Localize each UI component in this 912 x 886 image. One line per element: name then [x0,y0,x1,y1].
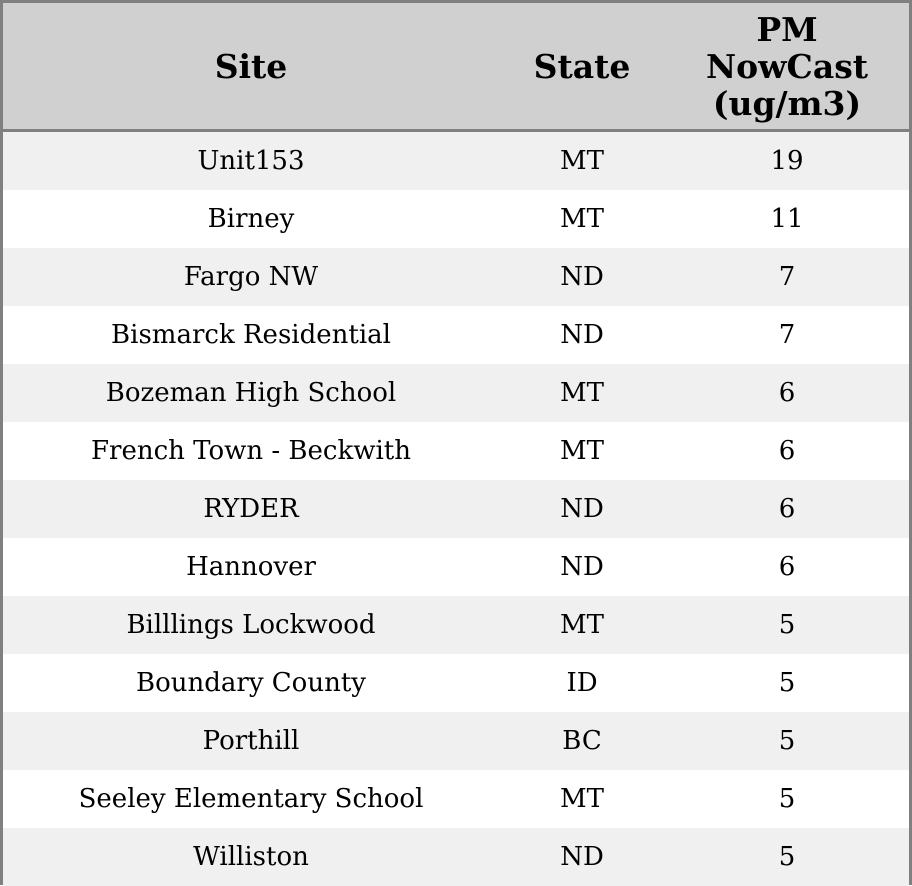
cell-state: ND [560,262,604,292]
table-row [3,248,909,306]
cell-site: Unit153 [197,146,305,176]
header-pm-nowcast [665,3,909,129]
cell-site: Seeley Elementary School [78,784,424,814]
cell-state: ND [560,842,604,872]
cell-state: MT [560,204,604,234]
cell-site: Fargo NW [183,262,319,292]
cell-state: MT [560,784,604,814]
cell-pm-nowcast: 5 [778,784,796,814]
table-row [3,306,909,364]
cell-pm-nowcast: 5 [778,842,796,872]
cell-site: Williston [193,842,309,872]
cell-state: ND [560,552,604,582]
table-body [3,132,909,885]
table-row [3,770,909,828]
header-site-label: Site [214,46,288,86]
cell-pm-nowcast: 6 [778,436,796,466]
cell-pm-nowcast: 5 [778,610,796,640]
cell-site: Bozeman High School [105,378,397,408]
cell-state: ND [560,320,604,350]
header-site [3,3,499,129]
cell-pm-nowcast: 5 [778,668,796,698]
cell-site: Porthill [202,726,300,756]
cell-site: Billlings Lockwood [126,610,376,640]
cell-state: MT [560,610,604,640]
table-row [3,596,909,654]
cell-pm-nowcast: 11 [770,204,804,234]
table-row [3,480,909,538]
cell-pm-nowcast: 6 [778,552,796,582]
table-row [3,422,909,480]
cell-site: RYDER [203,494,299,524]
cell-site: Boundary County [136,668,366,698]
table-row [3,712,909,770]
table-row [3,132,909,190]
table-row [3,364,909,422]
table-header [3,3,909,132]
table-row [3,654,909,712]
cell-state: BC [562,726,602,756]
cell-pm-nowcast: 5 [778,726,796,756]
cell-state: ID [566,668,598,698]
cell-pm-nowcast: 6 [778,494,796,524]
cell-state: MT [560,146,604,176]
cell-pm-nowcast: 6 [778,378,796,408]
table-row [3,828,909,886]
header-pm-nowcast-label: PM NowCast (ug/m3) [705,9,869,123]
cell-site: Hannover [186,552,316,582]
cell-pm-nowcast: 7 [778,262,796,292]
header-state [499,3,665,129]
cell-state: MT [560,436,604,466]
table-row [3,538,909,596]
table-row [3,190,909,248]
cell-state: MT [560,378,604,408]
cell-state: ND [560,494,604,524]
cell-site: Bismarck Residential [111,320,391,350]
cell-site: French Town - Beckwith [90,436,412,466]
cell-pm-nowcast: 19 [770,146,804,176]
cell-site: Birney [207,204,295,234]
header-state-label: State [533,46,631,86]
cell-pm-nowcast: 7 [778,320,796,350]
